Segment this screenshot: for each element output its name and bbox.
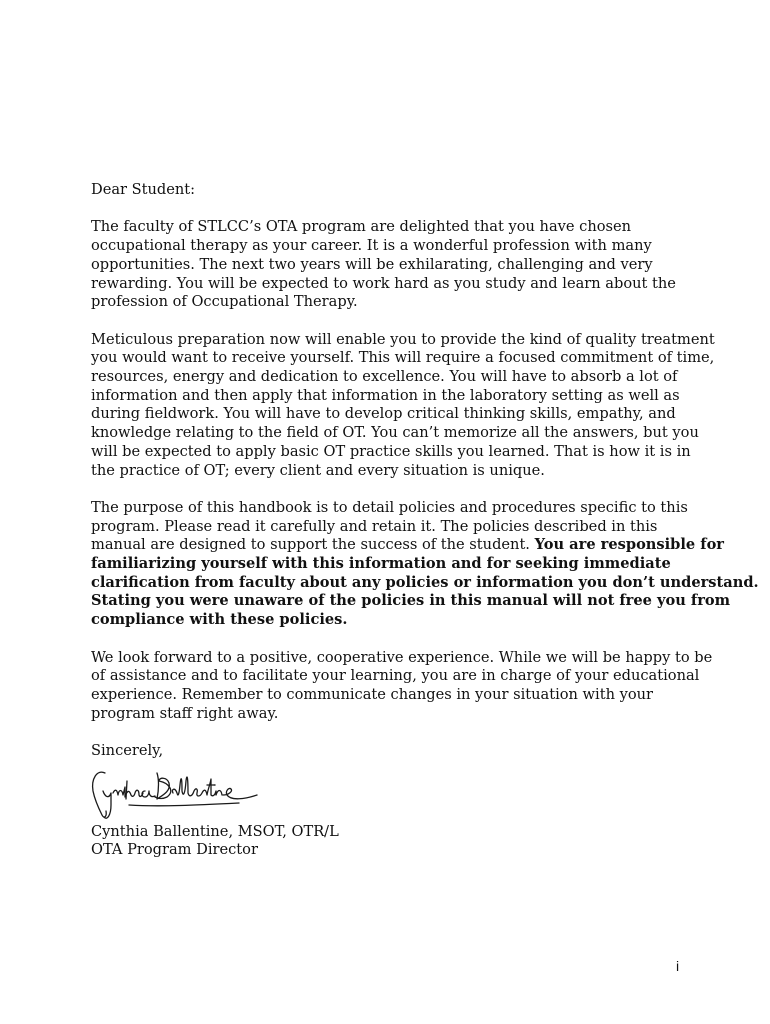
letter-body: [91, 181, 759, 860]
text-line: manual are designed to support the success of the student. You are responsible for: [91, 536, 724, 554]
text-line: will be expected to apply basic OT practice skills you learned. That is how it is in: [91, 442, 691, 460]
text-line: program. Please read it carefully and retain it. The policies described in this: [91, 517, 658, 535]
text-line-bold: compliance with these policies.: [91, 611, 348, 629]
text-line: Meticulous preparation now will enable you to provide the kind of quality treatment: [91, 330, 715, 348]
signature-block: [91, 823, 691, 860]
text-line-bold: clarification from faculty about any policies or information you don’t understand.: [91, 573, 759, 591]
signer-title: OTA Program Director: [91, 841, 258, 859]
text-line: We look forward to a positive, cooperative experience. While we will be happy to be: [91, 648, 713, 666]
text-line: profession of Occupational Therapy.: [91, 293, 358, 311]
text-line: program staff right away.: [91, 704, 279, 722]
paragraph-handbook-purpose: [91, 498, 759, 630]
text-line: the practice of OT; every client and every situation is unique.: [91, 461, 545, 479]
handwritten-signature: [89, 765, 261, 823]
paragraph-preparation: [91, 330, 715, 481]
text-line: resources, energy and dedication to excellence. You will have to absorb a lot of: [91, 368, 678, 385]
text-line: during fieldwork. You will have to develop critical thinking skills, empathy, and: [91, 405, 676, 423]
text-line: you would want to receive yourself. This will require a focused commitment of time,: [91, 349, 715, 367]
text-line: opportunities. The next two years will be exhilarating, challenging and very: [91, 255, 653, 273]
text-line: experience. Remember to communicate changes in your situation with your: [91, 685, 654, 703]
text-line-bold: familiarizing yourself with this information and for seeking immediate: [91, 555, 671, 573]
page-number: i: [676, 958, 680, 974]
text-line: The faculty of STLCC’s OTA program are delighted that you have chosen: [91, 218, 632, 236]
text-line: occupational therapy as your career. It is a wonderful profession with many: [91, 237, 652, 255]
closing: Sincerely,: [91, 742, 164, 760]
paragraph-closing: [91, 648, 713, 724]
text-line-bold: Stating you were unaware of the policies in this manual will not free you from: [91, 592, 731, 610]
salutation: Dear Student:: [91, 181, 196, 198]
text-line: The purpose of this handbook is to detail policies and procedures specific to this: [91, 498, 688, 516]
text-line: information and then apply that information in the laboratory setting as well as: [91, 386, 680, 404]
text-line: rewarding. You will be expected to work hard as you study and learn about the: [91, 274, 676, 292]
signer-name: Cynthia Ballentine, MSOT, OTR/L: [91, 822, 339, 840]
responsibility-emphasis: You are responsible for: [534, 536, 724, 554]
text-line: of assistance and to facilitate your learning, you are in charge of your educational: [91, 667, 700, 685]
paragraph-intro: [91, 218, 691, 312]
text-line: knowledge relating to the field of OT. You can’t memorize all the answers, but you: [91, 424, 699, 442]
